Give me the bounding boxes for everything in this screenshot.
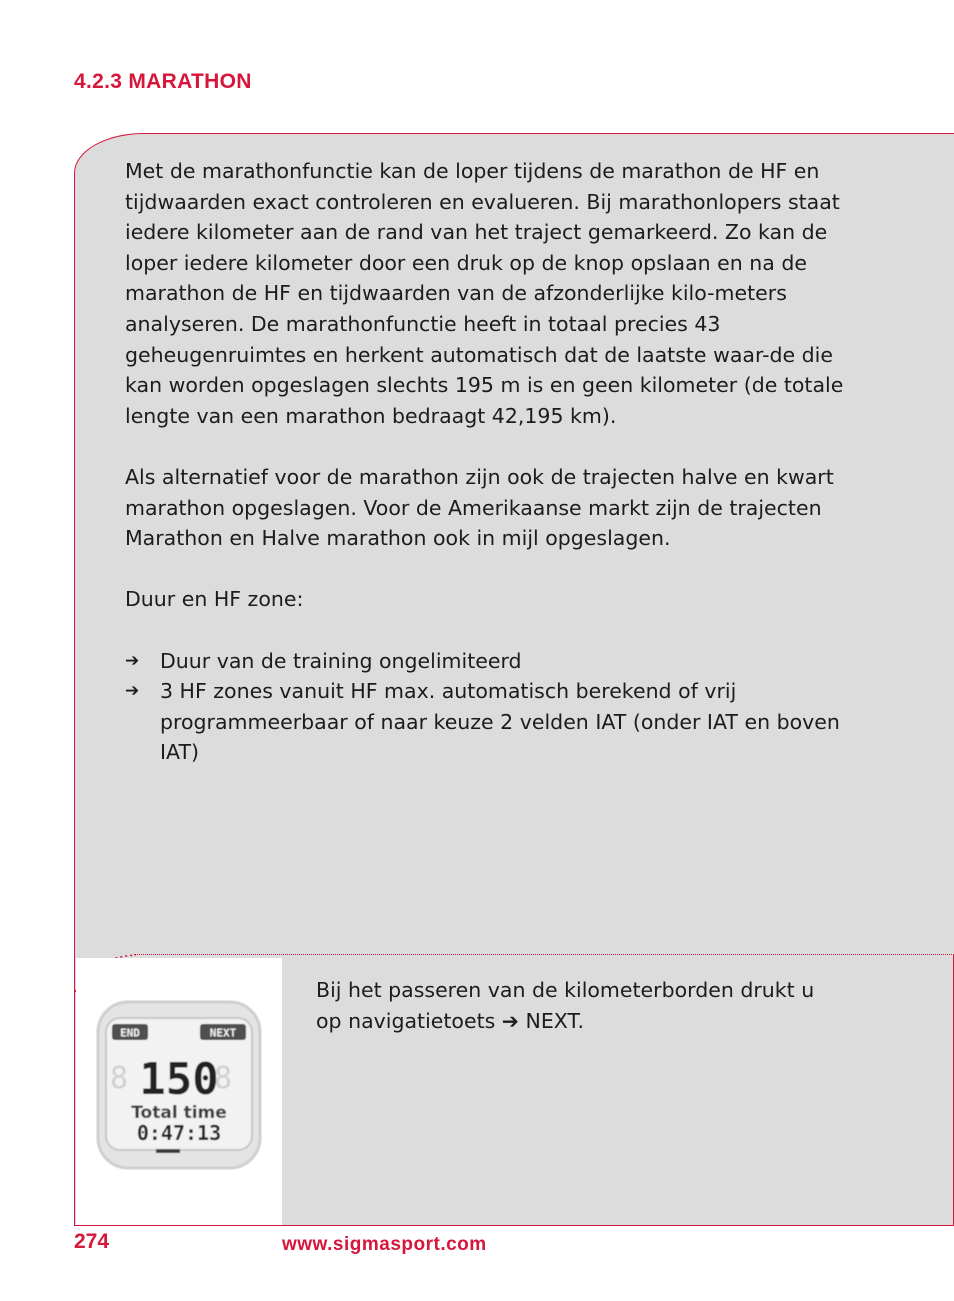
main-value: 150: [139, 1054, 219, 1105]
bullet-item: [125, 646, 845, 677]
paragraph-2: Als alternatief voor de marathon zijn ook de trajecten halve en kwart marathon opgeslagen. Voor de Amerikaanse markt zijn de trajecten Marathon en Halve marathon ook in mijl opgeslagen.: [125, 464, 834, 551]
website-link[interactable]: www.sigmasport.com: [282, 1234, 487, 1255]
section-heading: 4.2.3 MARATHON: [74, 70, 252, 93]
time-value: 0:47:13: [136, 1121, 222, 1145]
ghost-digit-right: 8: [214, 1061, 233, 1096]
ghost-digit-left: 8: [110, 1061, 129, 1096]
status-bar: [156, 1149, 180, 1153]
side-note: Bij het passeren van de kilometerborden drukt u op navigatietoets ➔ NEXT.: [316, 978, 815, 1033]
next-label: NEXT: [209, 1026, 237, 1040]
total-time-caption: Total time: [131, 1103, 227, 1123]
page-number: 274: [74, 1230, 110, 1253]
watch-display-image: [96, 1000, 262, 1170]
body-text: [125, 156, 845, 768]
bullet-text: 3 HF zones vanuit HF max. automatisch berekend of vrij programmeerbaar of naar keuze 2 velden IAT (onder IAT en boven IAT): [160, 679, 840, 765]
end-label: END: [120, 1026, 140, 1040]
paragraph-1: Met de marathonfunctie kan de loper tijdens de marathon de HF en tijdwaarden exact controleren en evalueren. Bij marathonlopers staat iedere kilometer aan de rand van het traject gemarkeerd. Zo kan de loper iedere kilometer door een druk op de knop opslaan en na de marathon de HF en tijdwaarden van de afzonderlijke kilo-meters analyseren. De marathonfunctie heeft in totaal precies 43 geheugenruimtes en herkent automatisch dat de laatste waar-de die kan worden opgeslagen slechts 195 m is en geen kilometer (de totale lengte van een marathon bedraagt 42,195 km).: [125, 159, 844, 428]
dotted-divider: [134, 954, 954, 955]
arrow-icon: ➔: [125, 681, 140, 702]
bullet-text: Duur van de training ongelimiteerd: [160, 648, 522, 673]
bullet-item: [125, 676, 845, 768]
paragraph-3: Duur en HF zone:: [125, 587, 304, 612]
arrow-icon: ➔: [125, 650, 140, 671]
